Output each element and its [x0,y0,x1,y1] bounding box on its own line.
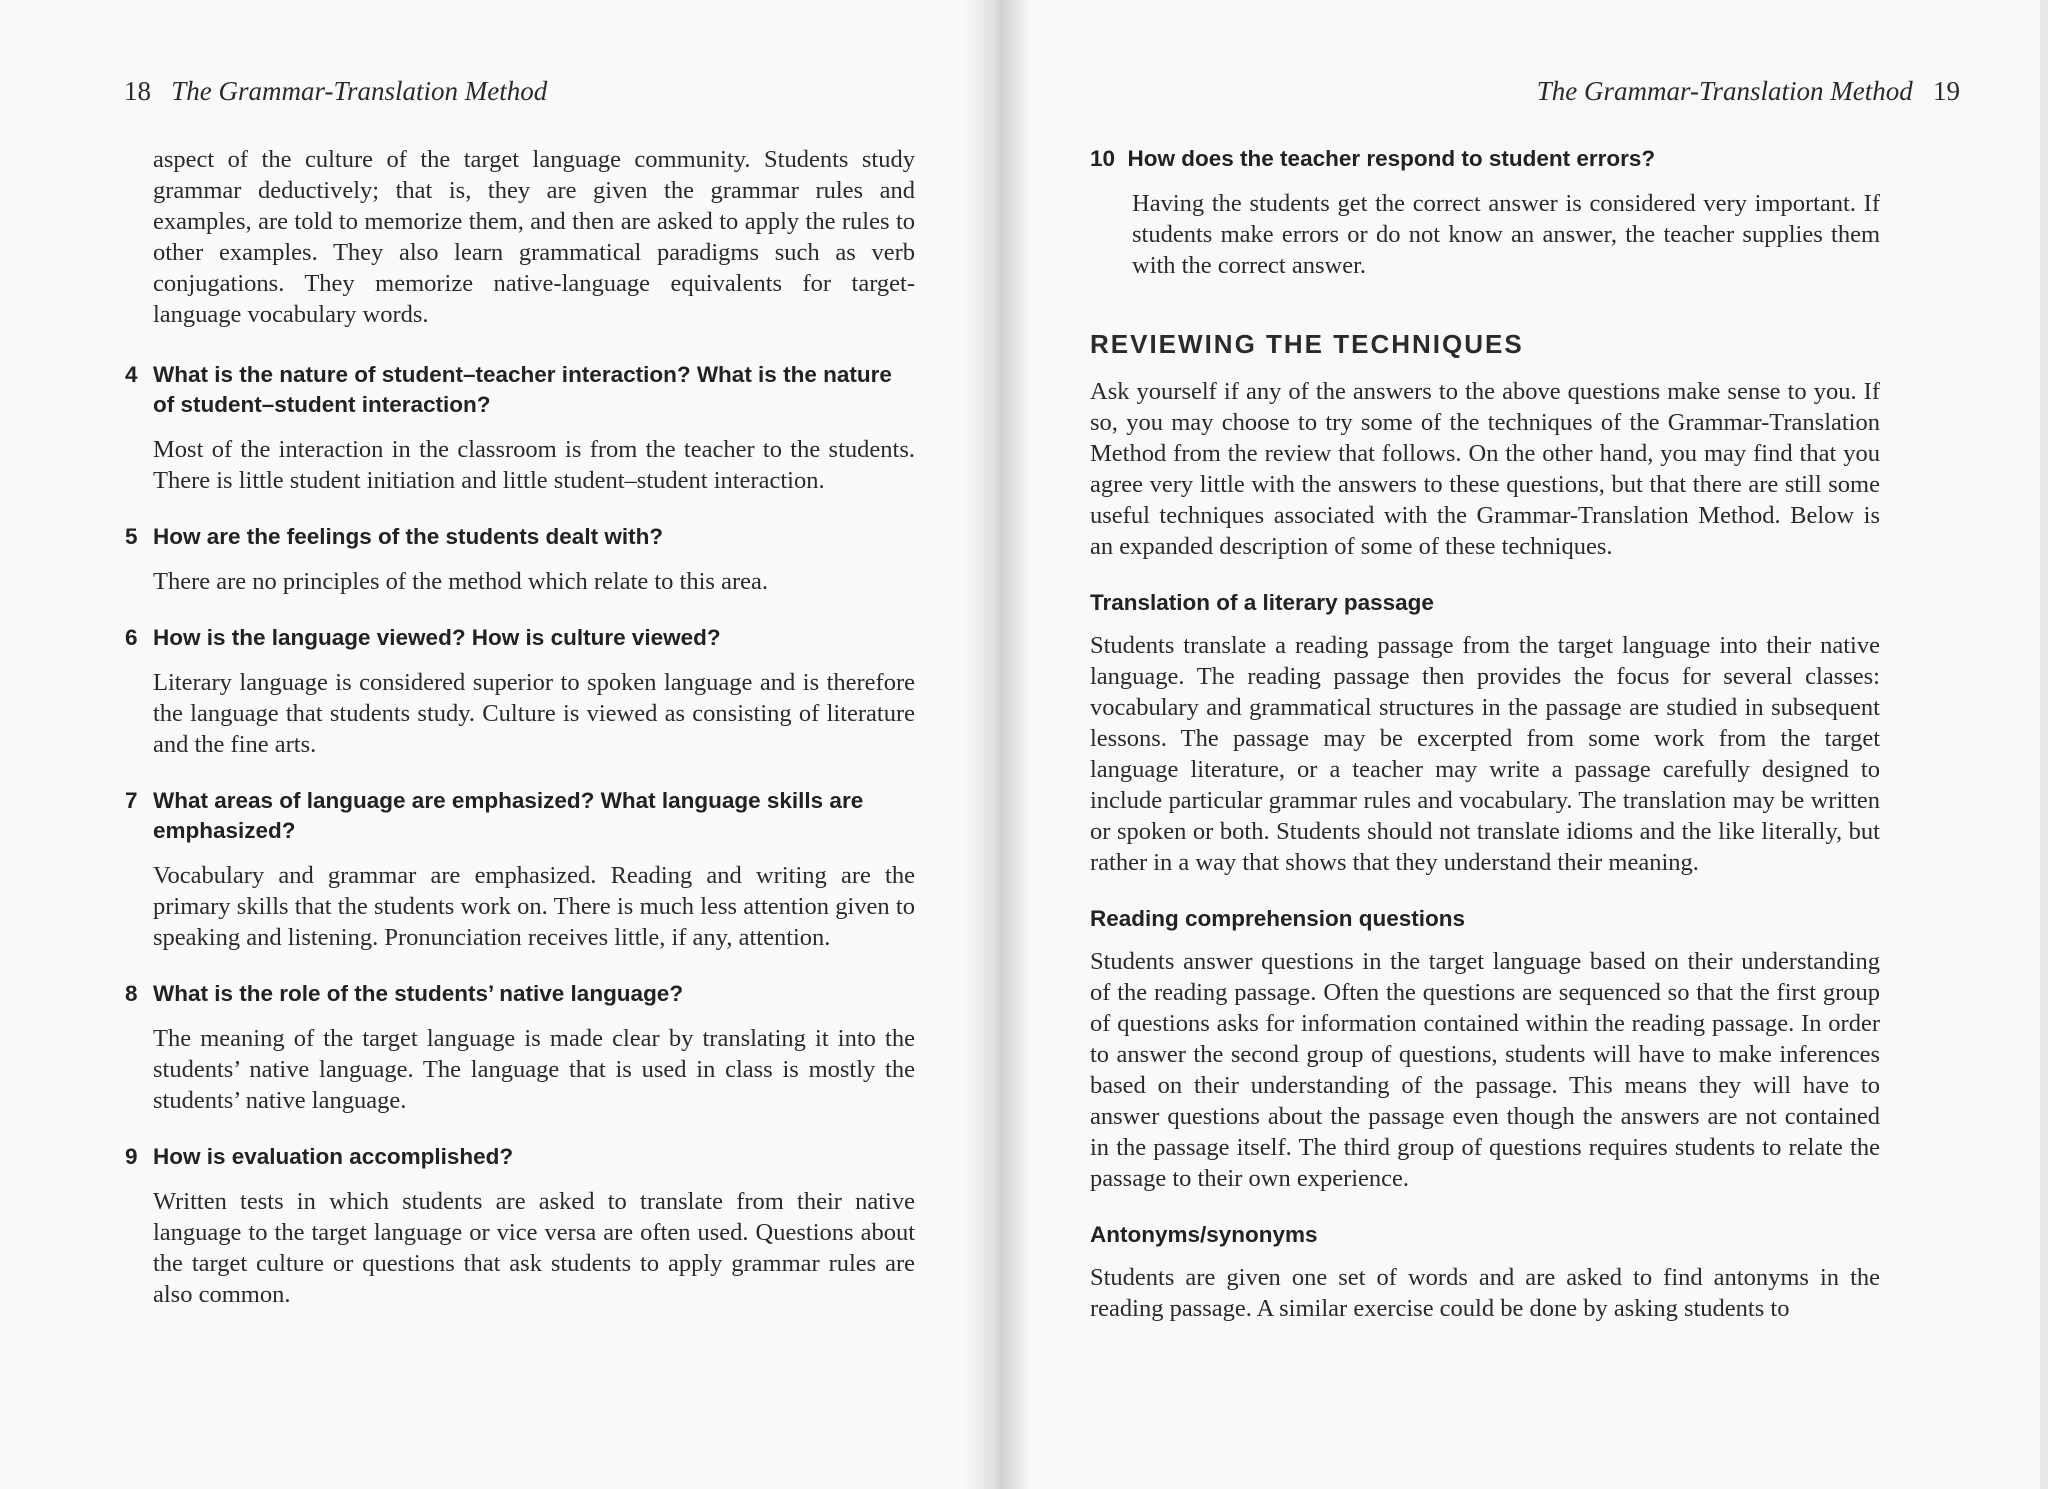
page-number: 19 [1933,76,1960,106]
running-title: The Grammar-Translation Method [171,76,548,106]
question-block [125,1142,915,1310]
question-number: 8 [125,981,138,1006]
intro-paragraph: aspect of the culture of the target language community. Students study grammar deductively; that is, they are given the grammar rules and examples, are told to memorize them, and then are asked to apply the rules to other examples. They also learn grammatical paradigms such as verb conjugations. They memorize native-language equivalents for target-language vocabulary words. [153,146,915,328]
question-text: What is the role of the students’ native language? [153,981,684,1006]
question-heading [1090,144,1880,174]
section-heading: REVIEWING THE TECHNIQUES [1090,329,1524,359]
question-block [125,360,915,496]
question-text: What is the nature of student–teacher interaction? What is the nature of student–student interaction? [153,362,892,417]
page-edge [2040,0,2048,1489]
question-number: 7 [125,788,138,813]
answer-paragraph: Vocabulary and grammar are emphasized. Reading and writing are the primary skills that the students work on. There is much less attention given to speaking and listening. Pronunciation receives little, if any, attention. [153,862,915,951]
answer-paragraph: Most of the interaction in the classroom is from the teacher to the students. There is little student initiation and little student–student interaction. [153,436,915,494]
question-block [1090,144,1880,281]
question-number: 6 [125,625,138,650]
page-number: 18 [124,76,151,106]
left-page [0,0,990,1489]
question-block [125,522,915,597]
technique-text: Students are given one set of words and are asked to find antonyms in the reading passage. A similar exercise could be done by asking students to [1090,1264,1880,1322]
question-text: How is evaluation accomplished? [153,1144,514,1169]
question-text: How are the feelings of the students dealt with? [153,524,664,549]
left-column [125,144,915,1310]
question-heading [125,522,915,552]
technique-heading: Antonyms/synonyms [1090,1222,1318,1247]
answer-paragraph: The meaning of the target language is made clear by translating it into the students’ native language. The language that is used in class is mostly the students’ native language. [153,1025,915,1114]
question-text: How is the language viewed? How is culture viewed? [153,625,721,650]
question-heading [125,786,915,846]
technique-heading: Reading comprehension questions [1090,906,1466,931]
answer-paragraph: Literary language is considered superior to spoken language and is therefore the language that students study. Culture is viewed as consisting of literature and the fine arts. [153,669,915,758]
right-running-head [1537,76,1960,107]
question-text: What areas of language are emphasized? What language skills are emphasized? [153,788,864,843]
question-heading [125,360,915,420]
question-number: 4 [125,362,138,387]
question-heading [125,979,915,1009]
right-page [990,0,2048,1489]
question-heading [125,1142,915,1172]
book-gutter-shadow [962,0,1032,1489]
answer-paragraph: There are no principles of the method which relate to this area. [153,568,768,595]
question-number: 10 [1090,146,1116,171]
question-heading [125,623,915,653]
question-number: 5 [125,524,138,549]
question-text: How does the teacher respond to student errors? [1127,146,1656,171]
running-title: The Grammar-Translation Method [1536,76,1913,106]
question-number: 9 [125,1144,138,1169]
section-intro: Ask yourself if any of the answers to the above questions make sense to you. If so, you may choose to try some of the techniques of the Grammar-Translation Method from the review that follows. On the other hand, you may find that you agree very little with the answers to these questions, but that there are still some useful techniques associated with the Grammar-Translation Method. Below is an expanded description of some of these techniques. [1090,378,1880,560]
technique-text: Students translate a reading passage from the target language into their native language. The reading passage then provides the focus for several classes: vocabulary and grammatical structures in the passage are studied in subsequent lessons. The passage may be excerpted from some work from the target language literature, or a teacher may write a passage carefully designed to include particular grammar rules and vocabulary. The translation may be written or spoken or both. Students should not translate idioms and the like literally, but rather in a way that shows that they understand their meaning. [1090,632,1880,876]
answer-paragraph: Written tests in which students are asked to translate from their native language to the target language or vice versa are often used. Questions about the target culture or questions that ask students to apply grammar rules are also common. [153,1188,915,1308]
answer-paragraph: Having the students get the correct answer is considered very important. If students make errors or do not know an answer, the teacher supplies them with the correct answer. [1132,190,1880,279]
technique-heading: Translation of a literary passage [1090,590,1434,615]
technique-text: Students answer questions in the target language based on their understanding of the reading passage. Often the questions are sequenced so that the first group of questions asks for information contained within the reading passage. In order to answer the second group of questions, students will have to make inferences based on their understanding of the passage. This means they will have to answer questions about the passage even though the answers are not contained in the passage itself. The third group of questions requires students to relate the passage to their own experience. [1090,948,1880,1192]
question-block [125,786,915,953]
question-block [125,979,915,1116]
left-running-head [124,76,547,107]
question-block [125,623,915,760]
right-column [1090,144,1880,1324]
